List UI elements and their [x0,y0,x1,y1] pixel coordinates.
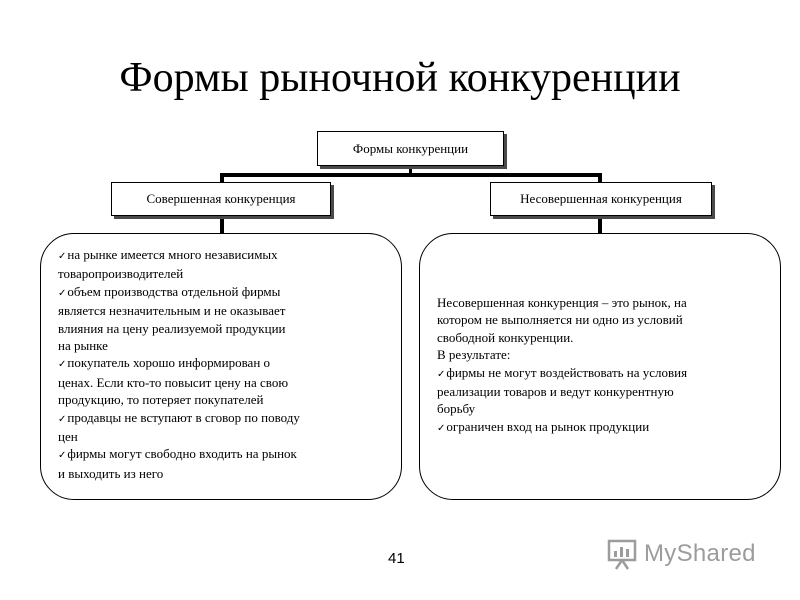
imperfect-competition-panel [419,233,781,500]
text-line [58,409,401,428]
check-icon: ✓ [58,359,67,371]
presentation-board-icon [606,538,638,570]
line-text: покупатель хорошо информирован о [67,355,271,371]
line-text: ценах. Если кто-то повысит цену на свою [58,374,289,390]
line-text: продукцию, то потеряет покупателей [58,392,264,408]
line-text: реализации товаров и ведут конкурентную [437,384,674,400]
line-text: является незначительным и не оказывает [58,303,286,319]
text-line [58,428,401,445]
line-text: ограничен вход на рынок продукции [446,418,650,434]
line-text: продавцы не вступают в сговор по поводу [67,409,300,425]
line-text: борьбу [437,401,476,417]
line-text: В результате: [437,347,511,363]
text-line [437,311,780,328]
imperfect-competition-label: Несовершенная конкуренция [520,191,682,206]
text-line [58,320,401,337]
perfect-competition-panel [40,233,402,500]
perfect-competition-label: Совершенная конкуренция [146,191,296,206]
text-line [58,445,401,464]
line-text: товаропроизводителей [58,266,184,282]
line-text: и выходить из него [58,465,164,481]
text-line [58,283,401,302]
line-text: фирмы могут свободно входить на рынок [67,446,297,462]
logo-text: MyShared [644,540,756,567]
line-text: цен [58,429,78,445]
text-line [437,294,780,311]
check-icon: ✓ [437,368,446,380]
check-icon: ✓ [58,450,67,462]
root-node [317,131,504,166]
check-icon: ✓ [58,413,67,425]
text-line [437,346,780,363]
slide-title: Формы рыночной конкуренции [119,55,681,101]
line-text: влияния на цену реализуемой продукции [58,320,286,336]
text-line [437,364,780,383]
myshared-logo [606,538,756,570]
text-line [58,391,401,408]
text-line [58,302,401,319]
line-text: объем производства отдельной фирмы [67,283,281,299]
line-text: Несовершенная конкуренция – это рынок, на [437,295,687,310]
text-line [58,465,401,482]
connector-right-to-panel [598,216,602,234]
imperfect-competition-node [490,182,712,216]
check-icon: ✓ [58,287,67,299]
text-line [437,383,780,400]
text-line [58,246,401,265]
check-icon: ✓ [437,422,446,434]
line-text: на рынке имеется много независимых [67,247,278,262]
text-line [437,418,780,437]
connector-left-to-panel [220,216,224,234]
text-line [58,374,401,391]
text-line [58,265,401,282]
check-icon: ✓ [58,251,67,262]
text-line [437,329,780,346]
line-text: котором не выполняется ни одно из условий [437,312,683,328]
root-node-label: Формы конкуренции [352,140,469,156]
connector-horizontal [220,173,602,177]
text-line [437,400,780,417]
line-text: фирмы не могут воздействовать на условия [446,364,688,380]
text-line [58,337,401,354]
line-text: свободной конкуренции. [437,329,574,345]
text-line [58,354,401,373]
line-text: на рынке [58,338,108,354]
perfect-competition-node [111,182,331,216]
page-number: 41 [388,550,405,567]
